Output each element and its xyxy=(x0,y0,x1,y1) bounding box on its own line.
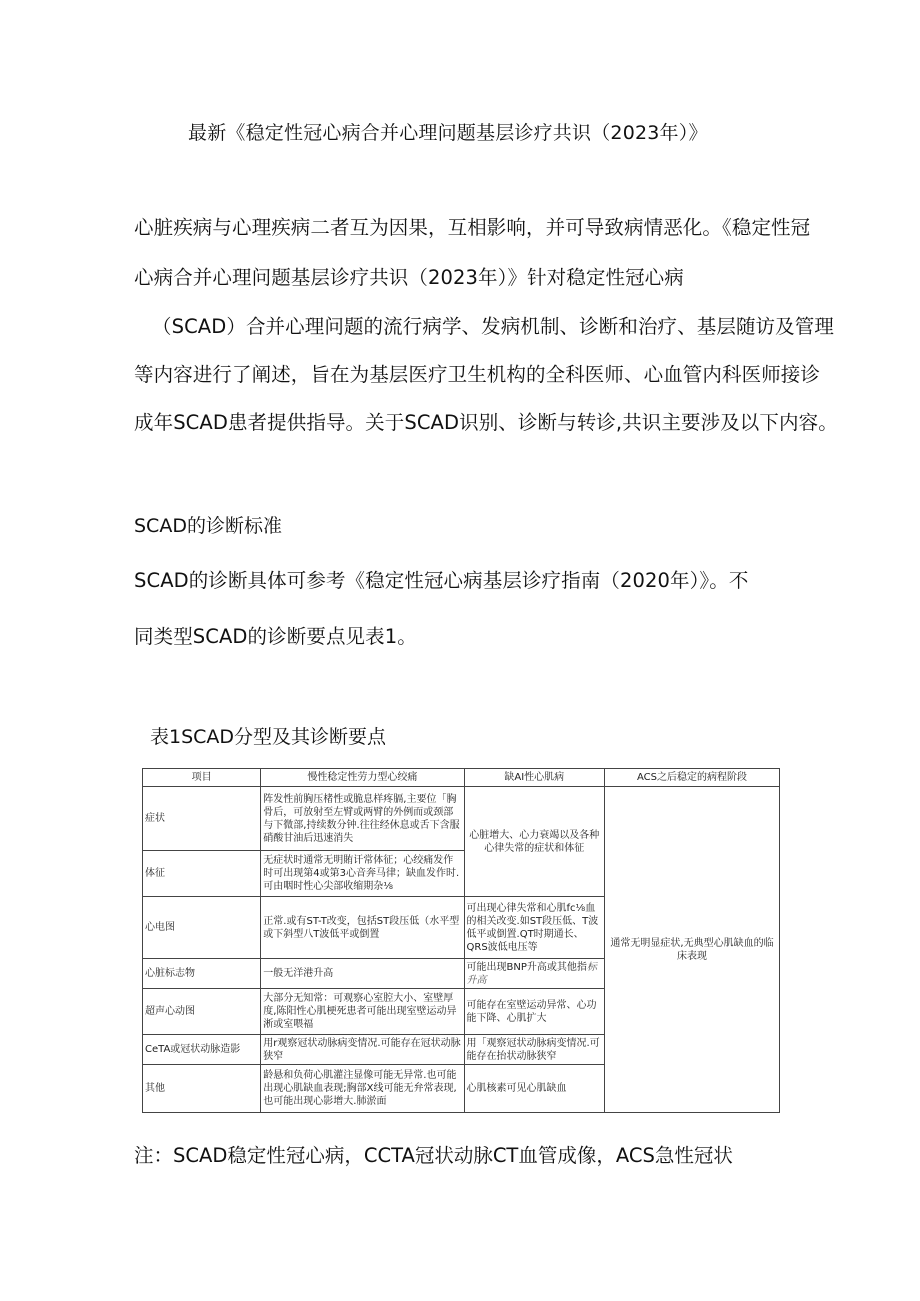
header-post-acs: ACS之后稳定的病程阶段 xyxy=(605,769,780,787)
table-cell: 一般无洋港升高 xyxy=(261,959,464,989)
header-chronic-angina: 慢性稔定性劳力型心绞痛 xyxy=(261,769,464,787)
table-cell: 阵发性前胸压楮性或脆息样疼膈,主要位「胸骨后，可放射至左臂或两臂的外例而或颈部与下微部,持续数分钟.往往经休息或舌下含服硝酸甘油后迅速消失 xyxy=(261,787,464,851)
intro-line-4: 等内容进行了阐述，旨在为基层医疗卫生机构的全科医师、心血管内科医师接诊 xyxy=(134,363,821,386)
document-title: 最新《稳定性冠心病合并心理问题基层诊疗共识（2023年）》 xyxy=(188,122,708,144)
table-cell: 用「观察冠状动脉病变情况.可能存在抬状动脉狭窄 xyxy=(464,1035,605,1065)
intro-line-5: 成年SCAD患者提供指导。关于SCAD识别、诊断与转诊,共识主要涉及以下内容。 xyxy=(134,411,838,434)
table-cell xyxy=(464,959,605,989)
scad-table xyxy=(142,768,780,1113)
row-label: 超声心动图 xyxy=(143,989,261,1035)
table-cell: 用r观察冠状动脉病变情况.可能存在冠状动脉狭窄 xyxy=(261,1035,464,1065)
header-ischemic-cardiomyopathy: 缺AI性心肌病 xyxy=(464,769,605,787)
row-label: 其他 xyxy=(143,1065,261,1113)
table-cell: 心脏增大、心力衰竭以及各种心律失常的症状和体征 xyxy=(464,787,605,897)
intro-line-2: 心病合并心理问题基层诊疗共识（2023年）》针对稳定性冠心病 xyxy=(134,266,684,289)
table-cell: 可能存在室壁运动异常、心功能下降、心肌扩大 xyxy=(464,989,605,1035)
table-cell: 龄悬和负荷心肌灌注显像可能无异常.也可能出现心肌缺血表现;胸部X线可能无弁常表现,也可能出现心影增大.肺淤面 xyxy=(261,1065,464,1113)
table-cell: 无症状时通常无明賄讦常体征；心绞痛发作时可出现第4或第3心音奔马律；缺血发作时.可由咽时性心尖部收缩期杂⅛ xyxy=(261,851,464,897)
section-heading: SCAD的诊断标准 xyxy=(134,515,282,537)
header-item: 项目 xyxy=(143,769,261,787)
table-cell: 大部分无知常：可观察心室腔大小、室壁厚度,陈阳性心肌梗死患者可能出现室壁运动异淅或室喂福 xyxy=(261,989,464,1035)
intro-line-3: （SCAD）合并心理问题的流行病学、发病机制、诊断和治疗、基层随访及管理 xyxy=(152,315,834,338)
table-row xyxy=(143,787,780,851)
row-label: 症状 xyxy=(143,787,261,851)
row-label: CeTA或冠状动脉造影 xyxy=(143,1035,261,1065)
section-line-1: SCAD的诊断具体可参考《稳定性冠心病基层诊疗指南（2020年）》。不 xyxy=(134,569,749,592)
table-note: 注：SCAD稳定性冠心病，CCTA冠状动脉CT血管成像，ACS急性冠状 xyxy=(134,1144,733,1167)
row-label: 心电图 xyxy=(143,897,261,959)
row-label: 体征 xyxy=(143,851,261,897)
table-cell: 通常无明显症状,无典型心肌缺血的临床表现 xyxy=(605,787,780,1113)
table-header-row xyxy=(143,769,780,787)
marker-text: 可能出现BNP升高或其他指 xyxy=(466,961,587,973)
table-caption: 表1SCAD分型及其诊断要点 xyxy=(150,726,387,748)
table-cell: 正常.或有ST-T改变，包括ST段压低（水平型或下斜型八T波低平或倒置 xyxy=(261,897,464,959)
intro-line-1: 心脏疾病与心理疾病二者互为因果，互相影响，并可导致病情恶化。《稳定性冠 xyxy=(134,216,811,239)
table-cell: 可出现心律失常和心肌fc⅛血的相关改变.如ST段压低、T波低平或倒置.QT时期通长、QRS波低电压等 xyxy=(464,897,605,959)
table-cell: 心肌核素可见心肌缺血 xyxy=(464,1065,605,1113)
row-label: 心脏标志物 xyxy=(143,959,261,989)
section-line-2: 同类型SCAD的诊断要点见表1。 xyxy=(134,625,417,648)
marker-text-faded: 标升高 xyxy=(466,961,597,986)
